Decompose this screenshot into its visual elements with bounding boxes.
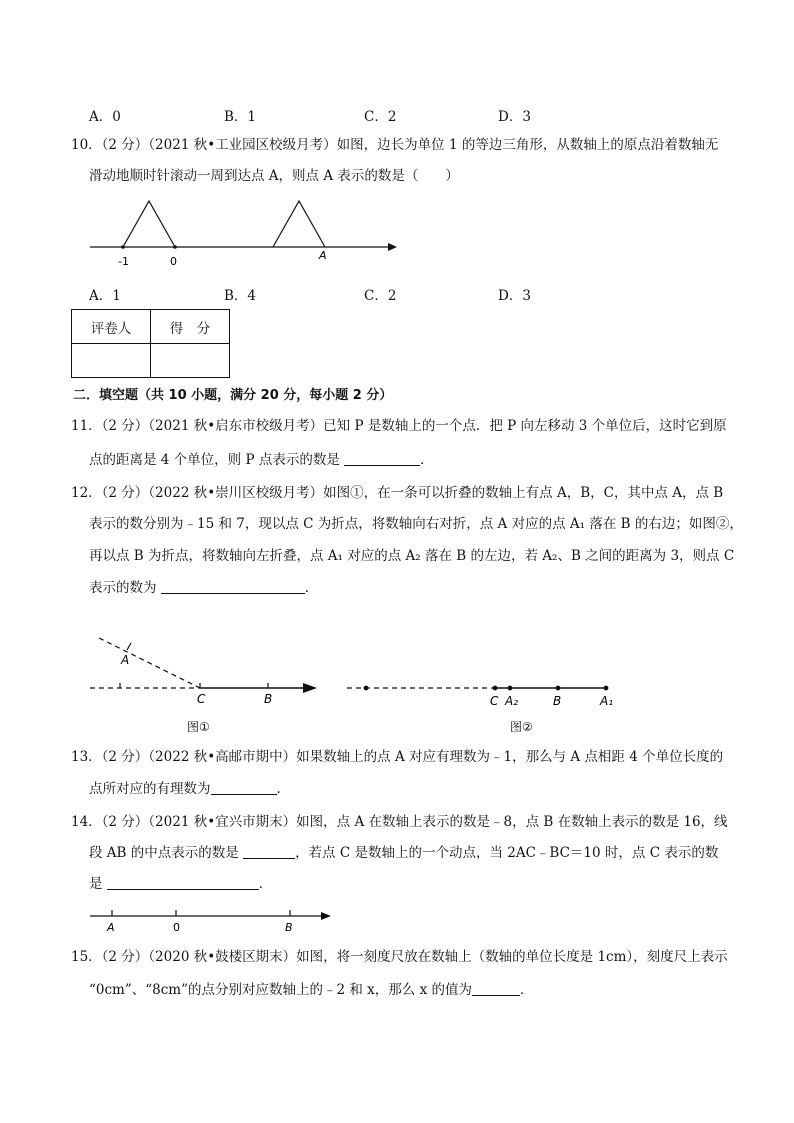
score-table-score-header: 得 分 bbox=[151, 310, 230, 344]
fig-label-minus1: -1 bbox=[118, 255, 129, 268]
fig1-caption: 图① bbox=[187, 720, 210, 734]
q9-option-c: C．2 bbox=[364, 109, 397, 125]
q14-line-2: 段 AB 的中点表示的数是 ，若点 C 是数轴上的一个动点，当 2AC﹣BC＝10 时，点 C 表示的数 bbox=[89, 845, 719, 861]
q9-option-a: A．0 bbox=[89, 109, 121, 125]
q10-option-c: C．2 bbox=[364, 288, 397, 304]
fig1-label-b: B bbox=[264, 692, 273, 706]
q12-line-2: 表示的数分别为﹣15 和 7，现以点 C 为折点，将数轴向右对折，点 A 对应的点 A₁ 落在 B 的右边；如图②， bbox=[89, 516, 743, 532]
q10-line-2: 滑动地顺时针滚动一周到达点 A，则点 A 表示的数是（ ） bbox=[89, 168, 459, 184]
q13-line-1: 13．（2 分）（2022 秋•高邮市期中）如果数轴上的点 A 对应有理数为﹣1，那么与 A 点相距 4 个单位长度的 bbox=[71, 749, 724, 765]
score-table-reviewer-cell[interactable] bbox=[72, 344, 151, 378]
fig2-label-a2: A₂ bbox=[505, 694, 519, 708]
q13-line-2: 点所对应的有理数为 ． bbox=[89, 781, 290, 797]
q14-line-1: 14．（2 分）（2021 秋•宜兴市期末）如图，点 A 在数轴上表示的数是﹣8，点 B 在数轴上表示的数是 16，线 bbox=[71, 814, 728, 830]
q10-option-b: B．4 bbox=[224, 288, 257, 304]
fig1-label-c: C bbox=[197, 692, 206, 706]
arrow-head bbox=[388, 243, 397, 251]
q12-line-4: 表示的数为 ． bbox=[89, 580, 319, 596]
fig1-label-a: A bbox=[121, 653, 130, 667]
q12-figure-2 bbox=[342, 628, 632, 710]
q13-answer-blank[interactable] bbox=[211, 780, 277, 795]
q10-line-1: 10．（2 分）（2021 秋•工业园区校级月考）如图，边长为单位 1 的等边三角形，从数轴上的原点沿着数轴无 bbox=[71, 137, 719, 153]
q10-option-a: A．1 bbox=[89, 288, 121, 304]
fig-label-zero: 0 bbox=[170, 255, 177, 268]
fig2-caption: 图② bbox=[510, 720, 533, 734]
q15-line-2: “0cm”、“8cm”的点分别对应数轴上的﹣2 和 x，那么 x 的值为 ． bbox=[89, 982, 534, 998]
q14-fig-label-zero: 0 bbox=[173, 921, 180, 934]
q14-fig-label-b: B bbox=[285, 921, 293, 934]
q14-line-3: 是 ． bbox=[89, 876, 273, 892]
arrow-head bbox=[321, 912, 331, 920]
q14-fig-label-a: A bbox=[107, 921, 115, 934]
q11-answer-blank[interactable] bbox=[344, 451, 420, 466]
q14-midpoint-blank[interactable] bbox=[243, 844, 295, 859]
q11-line-2: 点的距离是 4 个单位，则 P 点表示的数是 ． bbox=[89, 452, 434, 468]
triangle-end bbox=[273, 201, 325, 247]
q14-figure bbox=[85, 900, 345, 936]
fig-label-a: A bbox=[319, 249, 327, 262]
score-table-reviewer-header: 评卷人 bbox=[72, 310, 151, 344]
q12-figure-1 bbox=[85, 628, 325, 710]
folded-ray bbox=[99, 638, 200, 688]
fig2-label-b: B bbox=[553, 694, 562, 708]
arrow-head bbox=[303, 683, 317, 693]
fig2-label-a1: A₁ bbox=[600, 694, 614, 708]
score-table bbox=[71, 309, 230, 378]
q12-line-3: 再以点 B 为折点，将数轴向左折叠，点 A₁ 对应的点 A₂ 落在 B 的左边，若 A₂、B 之间的距离为 3，则点 C bbox=[89, 548, 735, 564]
score-table-score-cell[interactable] bbox=[151, 344, 230, 378]
section-2-title: 二．填空题（共 10 小题，满分 20 分，每小题 2 分） bbox=[73, 388, 393, 403]
q9-option-b: B．1 bbox=[224, 109, 257, 125]
fig2-label-c: C bbox=[490, 694, 499, 708]
q12-answer-blank[interactable] bbox=[161, 579, 305, 594]
q15-line-1: 15．（2 分）（2020 秋•鼓楼区期末）如图，将一刻度尺放在数轴上（数轴的单位长度是 1cm），刻度尺上表示 bbox=[71, 949, 728, 965]
q12-line-1: 12．（2 分）（2022 秋•崇川区校级月考）如图①，在一条可以折叠的数轴上有点 A，B，C，其中点 A，点 B bbox=[71, 485, 724, 501]
q11-line-1: 11．（2 分）（2021 秋•启东市校级月考）已知 P 是数轴上的一个点．把 P 向左移动 3 个单位后，这时它到原 bbox=[71, 418, 727, 434]
q14-c-value-blank[interactable] bbox=[107, 875, 259, 890]
q9-option-d: D．3 bbox=[498, 109, 531, 125]
q15-answer-blank[interactable] bbox=[472, 981, 520, 996]
q10-option-d: D．3 bbox=[498, 288, 531, 304]
q10-figure bbox=[85, 195, 405, 270]
triangle-start bbox=[123, 201, 175, 247]
